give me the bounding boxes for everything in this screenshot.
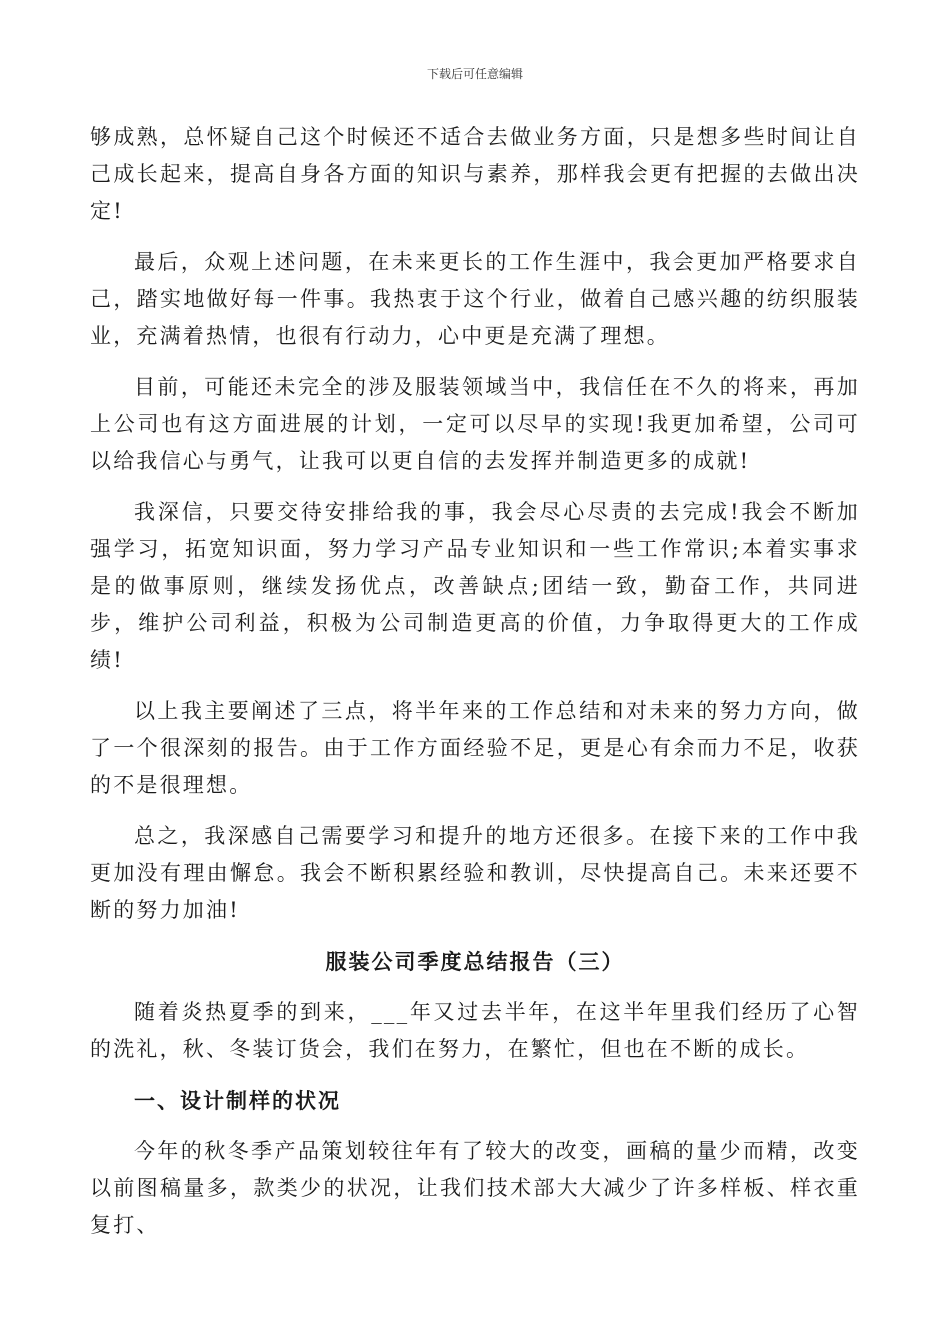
section-subheading: 一、设计制样的状况 (134, 1088, 341, 1113)
section-title: 服装公司季度总结报告（三） (325, 949, 625, 974)
paragraph-commitment: 我深信，只要交待安排给我的事，我会尽心尽责的去完成!我会不断加强学习，拓宽知识面，努力学习产品专业知识和一些工作常识;本着实事求是的做事原则，继续发扬优点，改善缺点;团结一致，勤奋工作，共同进步，维护公司利益，积极为公司制造更高的价值，力争取得更大的工作成绩! (90, 500, 860, 672)
paragraph-continuation: 够成熟，总怀疑自己这个时候还不适合去做业务方面，只是想多些时间让自己成长起来，提高自身各方面的知识与素养，那样我会更有把握的去做出决定! (90, 125, 860, 223)
document-body (90, 119, 860, 1244)
paragraph-conclusion-goals: 最后，众观上述问题，在未来更长的工作生涯中，我会更加严格要求自己，踏实地做好每一件事。我热衷于这个行业，做着自己感兴趣的纺织服装业，充满着热情，也很有行动力，心中更是充满了理想。 (90, 250, 860, 348)
page-header: 下载后可任意编辑 (426, 67, 523, 81)
paragraph-future-plans: 目前，可能还未完全的涉及服装领域当中，我信任在不久的将来，再加上公司也有这方面进展的计划，一定可以尽早的实现!我更加希望，公司可以给我信心与勇气，让我可以更自信的去发挥并制造更多的成就! (90, 375, 860, 473)
paragraph-closing: 总之，我深感自己需要学习和提升的地方还很多。在接下来的工作中我更加没有理由懈怠。我会不断积累经验和教训，尽快提高自己。未来还要不断的努力加油! (90, 824, 860, 922)
section-intro-paragraph: 随着炎热夏季的到来，___年又过去半年，在这半年里我们经历了心智的洗礼，秋、冬装订货会，我们在努力，在繁忙，但也在不断的成长。 (90, 1000, 860, 1061)
paragraph-summary: 以上我主要阐述了三点，将半年来的工作总结和对未来的努力方向，做了一个很深刻的报告。由于工作方面经验不足，更是心有余而力不足，收获的不是很理想。 (90, 699, 860, 797)
section-body-paragraph: 今年的秋冬季产品策划较往年有了较大的改变，画稿的量少而精，改变以前图稿量多，款类少的状况，让我们技术部大大减少了许多样板、样衣重复打、 (90, 1139, 860, 1237)
